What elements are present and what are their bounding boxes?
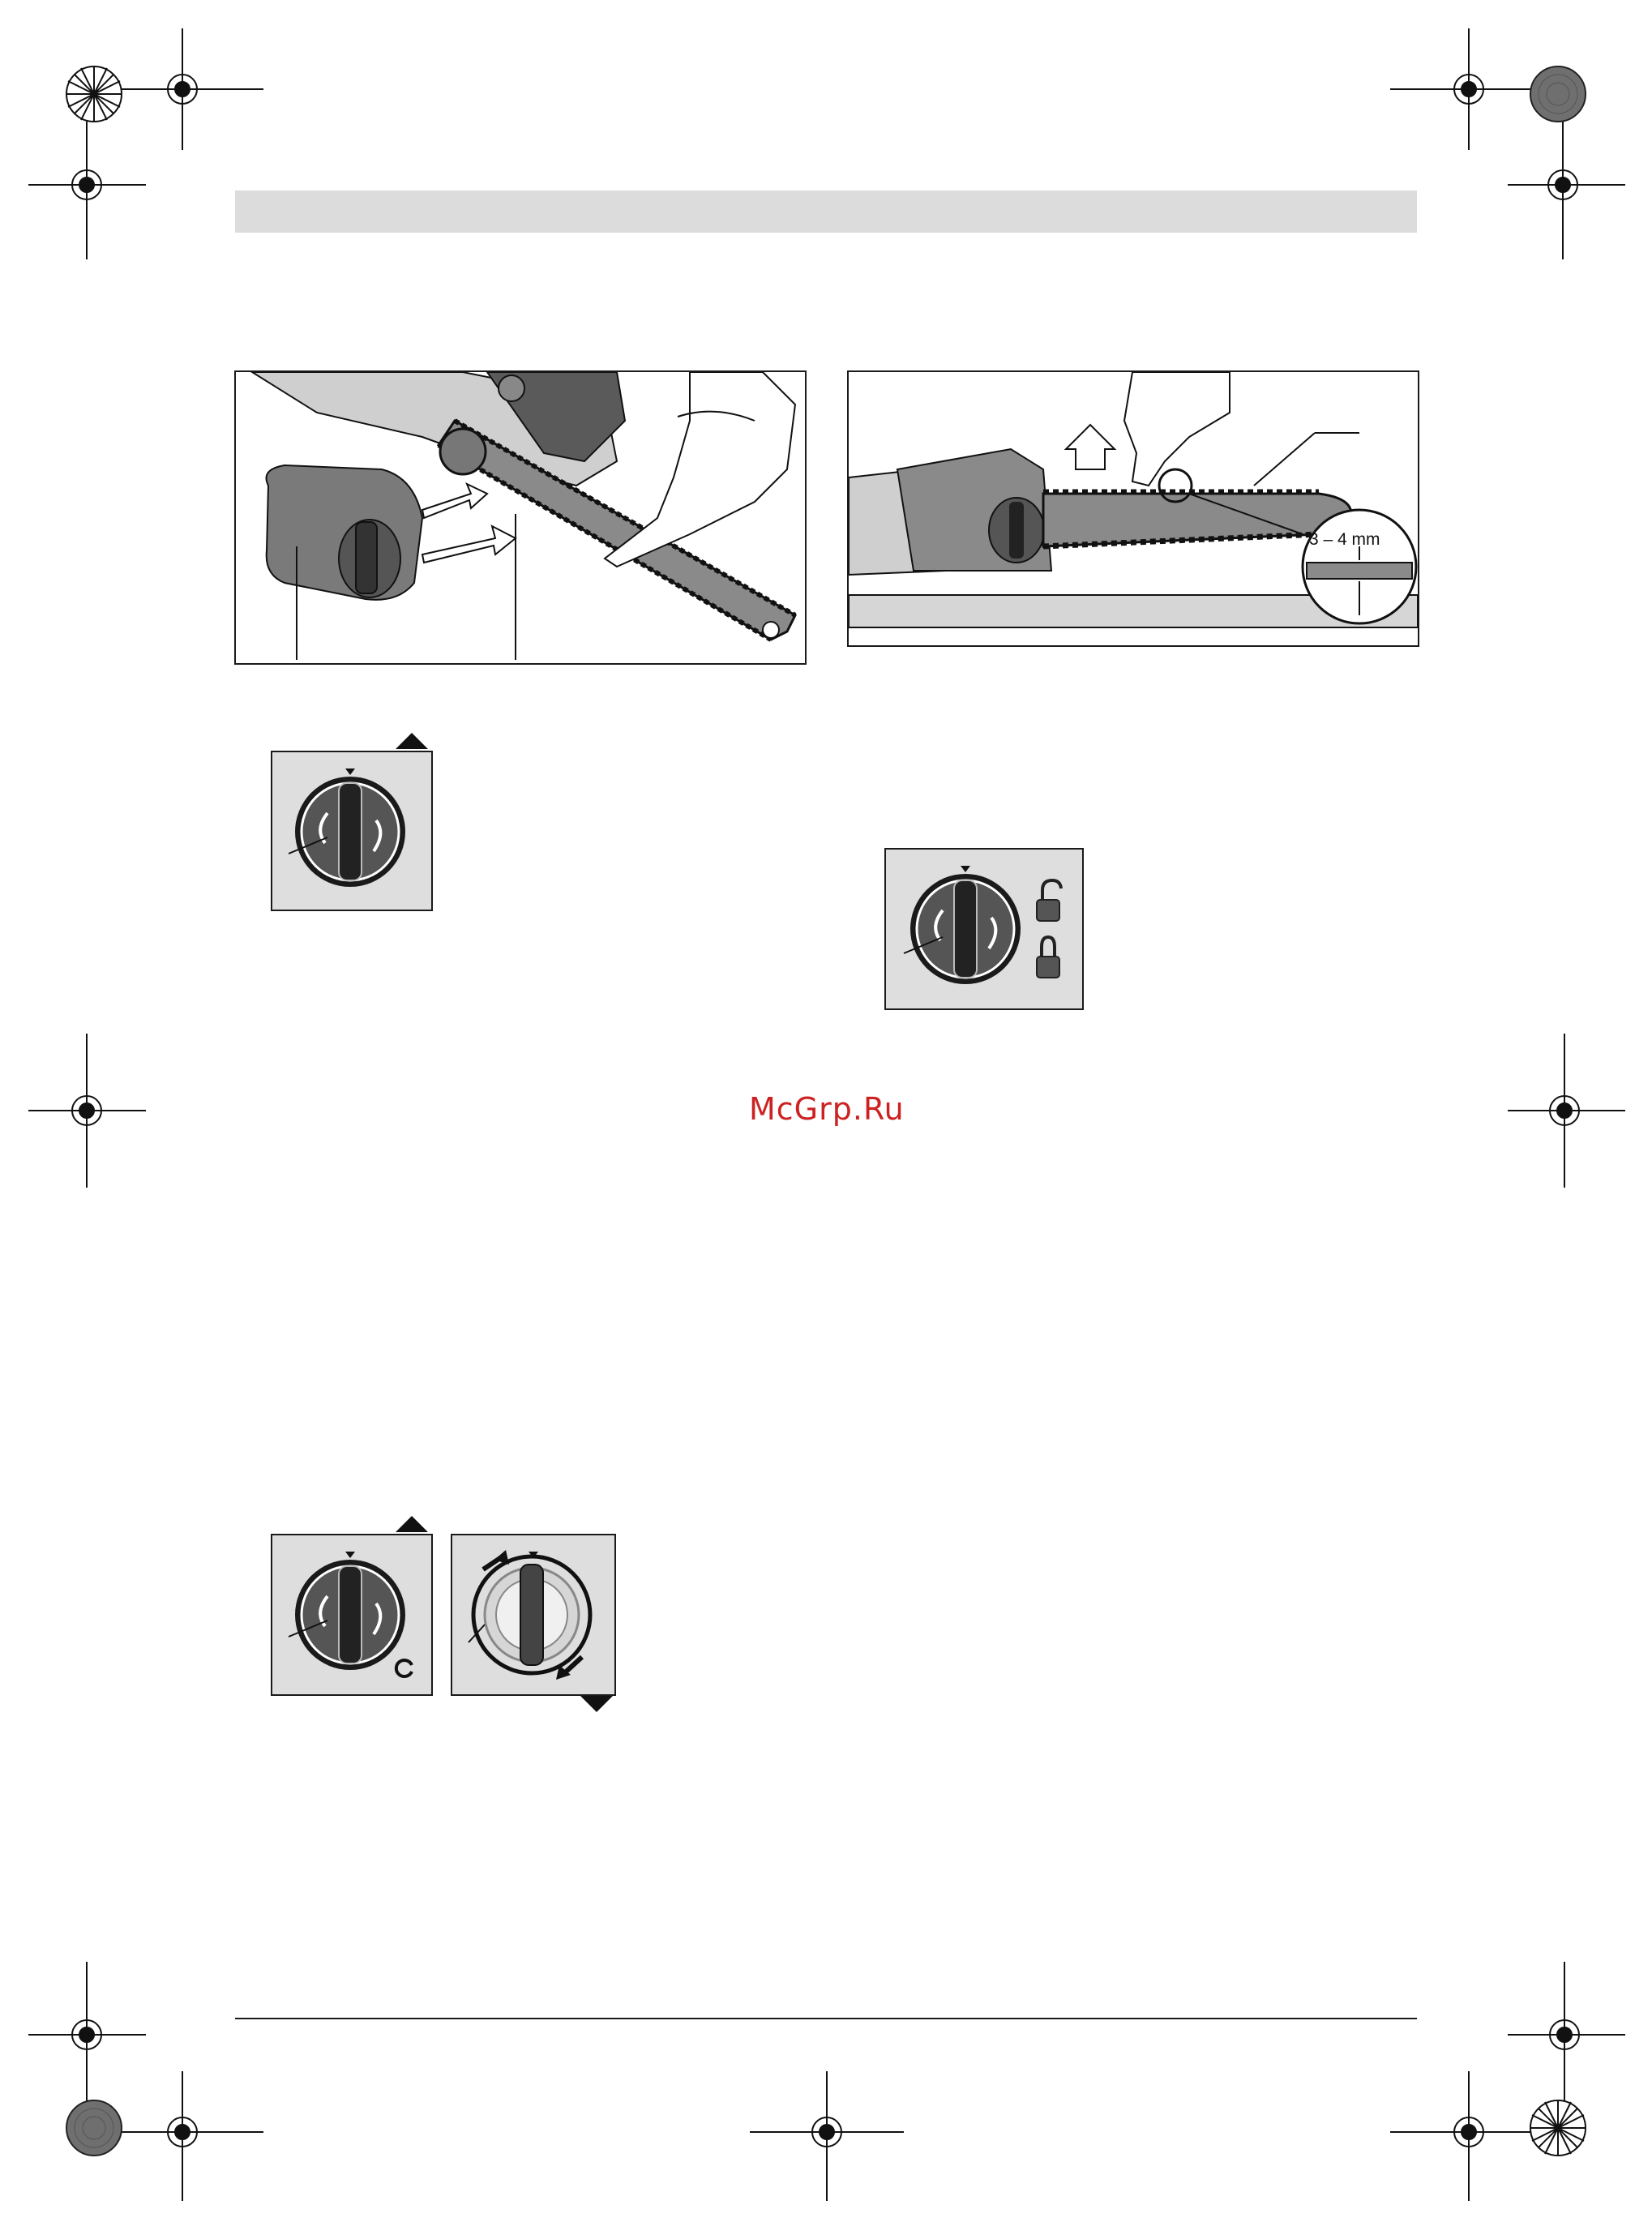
crosshair-mark-icon (1508, 1034, 1625, 1188)
unlock-icon (1037, 880, 1061, 921)
figure-chain-cover-assembly (234, 370, 807, 665)
crosshair-mark-icon (1508, 122, 1625, 259)
direction-triangle-icon (396, 733, 428, 749)
lock-icon (1037, 937, 1059, 978)
watermark-text: McGrp.Ru (749, 1091, 905, 1127)
lock-knob-icon (886, 850, 1082, 1008)
rotate-icon (396, 1660, 412, 1676)
figure-chain-tension-check (847, 370, 1419, 647)
crosshair-mark-icon (1390, 28, 1536, 150)
gray-disc-mark-icon (1530, 66, 1586, 122)
crosshair-mark-icon (118, 2071, 263, 2201)
knob-panel-lock (884, 848, 1084, 1010)
header-bar (235, 191, 1417, 233)
crosshair-mark-icon (750, 2071, 904, 2201)
gray-disc-mark-icon (66, 2100, 122, 2156)
tension-knob-icon (272, 752, 431, 910)
crosshair-mark-icon (28, 1034, 146, 1188)
loosen-knob-icon (272, 1535, 431, 1694)
knob-panel-loosen (271, 1534, 433, 1696)
knob-panel-rotate (271, 751, 433, 911)
crosshair-mark-icon (118, 28, 263, 150)
direction-triangle-icon (396, 1516, 428, 1532)
crosshair-mark-icon (1390, 2071, 1536, 2201)
starburst-mark-icon (66, 66, 122, 122)
direction-triangle-icon (580, 1696, 613, 1712)
crosshair-mark-icon (1508, 1962, 1625, 2108)
knob-panel-turn (451, 1534, 616, 1696)
crosshair-mark-icon (28, 122, 146, 259)
starburst-mark-icon (1530, 2100, 1586, 2156)
chainsaw-assembly-illustration (236, 372, 805, 663)
turn-knob-icon (452, 1535, 614, 1694)
footer-rule (235, 2018, 1417, 2019)
crosshair-mark-icon (28, 1962, 146, 2108)
chain-tension-dimension-label: 3 – 4 mm (1309, 530, 1380, 549)
chain-tension-illustration (849, 372, 1418, 645)
